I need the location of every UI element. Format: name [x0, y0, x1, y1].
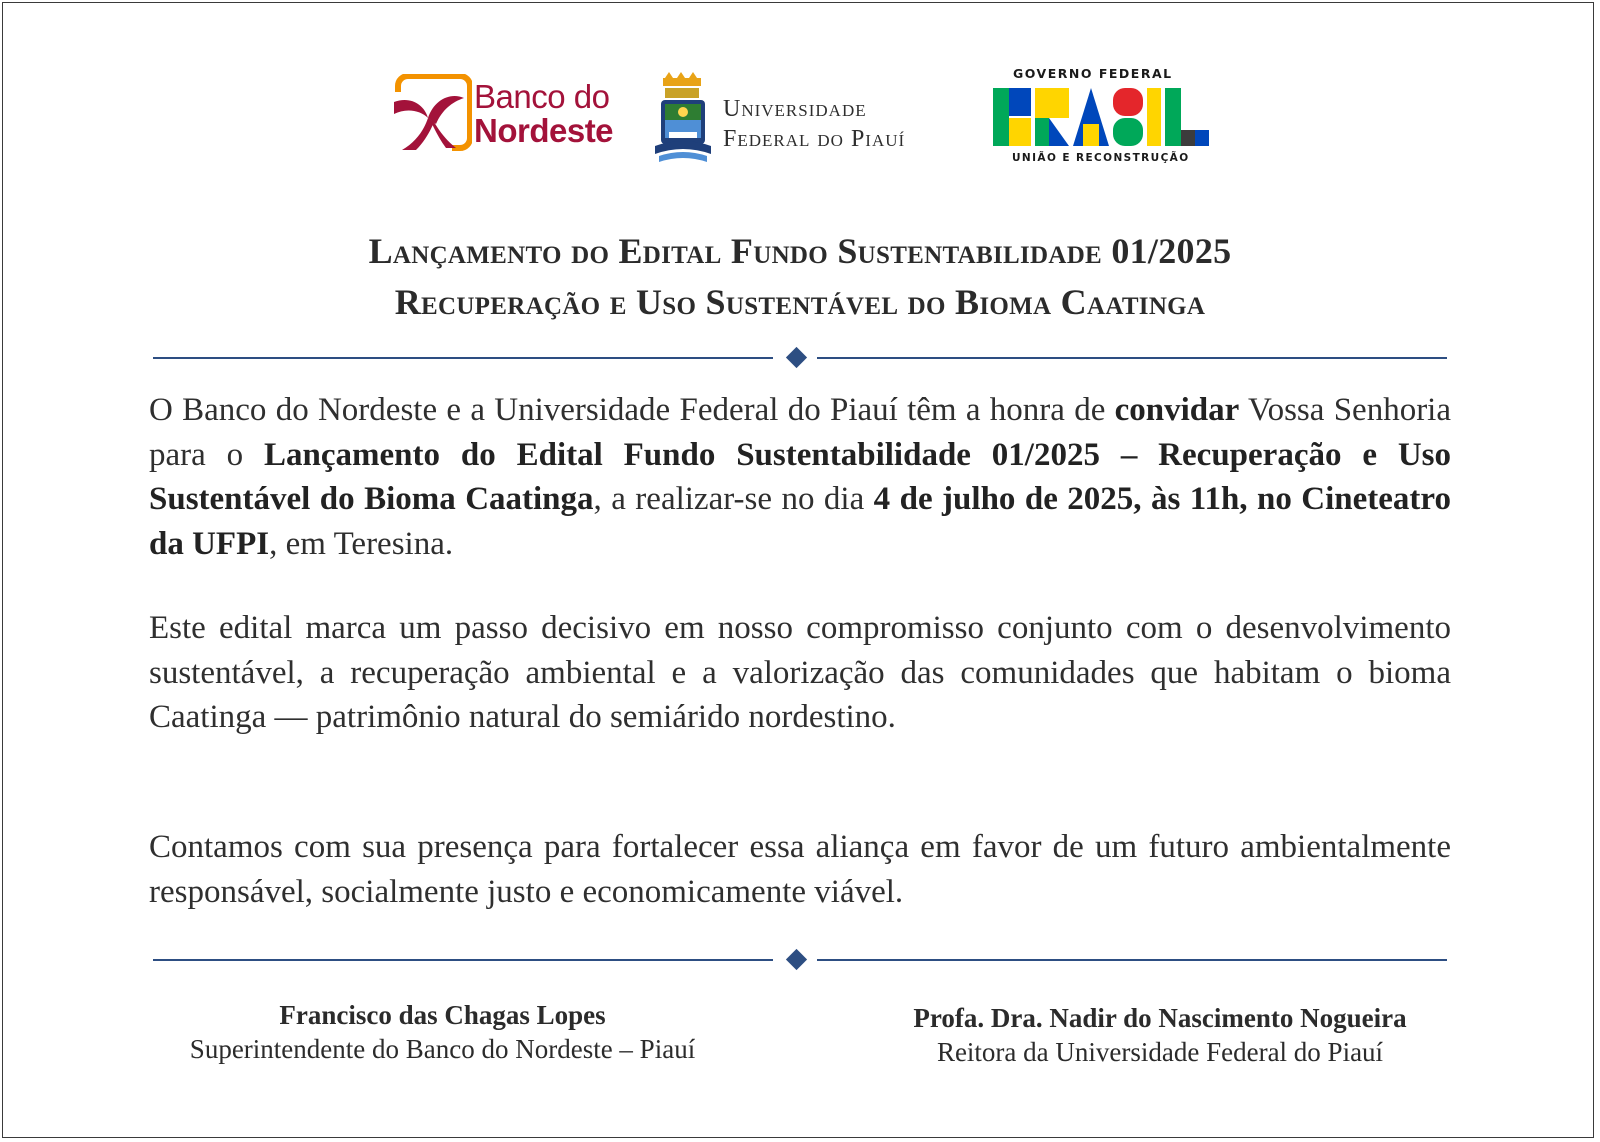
- signatory-role: Reitora da Universidade Federal do Piauí: [936, 1037, 1384, 1067]
- signatory-role: Superintendente do Banco do Nordeste – Piauí: [189, 1034, 696, 1064]
- title-line1: Lançamento do Edital Fundo Sustentabilidade 01/2025: [368, 231, 1232, 271]
- ufpi-logo-line2: Federal do Piauí: [723, 126, 906, 152]
- bnb-logo-line1: Banco do: [474, 78, 610, 115]
- closing-paragraph: Contamos com sua presença para fortalecer essa aliança em favor de um futuro ambientalmente responsável, socialmente justo e economicamente viável.: [149, 829, 1451, 910]
- governo-federal-logo: [993, 66, 1213, 166]
- title-line2: Recuperação e Uso Sustentável do Bioma Caatinga: [394, 282, 1206, 322]
- bnb-logo-line2: Nordeste: [474, 112, 614, 149]
- signatory-name: Profa. Dra. Nadir do Nascimento Nogueira: [913, 1003, 1407, 1033]
- signature-ufpi: [860, 1001, 1460, 1069]
- top-divider: [153, 348, 1447, 368]
- gov-logo-bottom: UNIÃO E RECONSTRUÇÃO: [1012, 152, 1190, 164]
- ufpi-logo: [655, 72, 955, 172]
- divider-diamond-icon: [786, 949, 807, 970]
- bnb-mark-icon: [390, 74, 472, 156]
- event-date-location: 4 de julho de 2025, às 11h, no Cineteatro da UFPI: [149, 481, 1451, 562]
- bottom-divider: [153, 950, 1447, 970]
- ufpi-logo-line1: Universidade: [723, 96, 867, 122]
- invite-verb: convidar: [1114, 392, 1240, 428]
- brasil-wordmark-icon: [993, 88, 1209, 146]
- event-name: Lançamento do Edital Fundo Sustentabilidade 01/2025 – Recuperação e Uso Sustentável do Bioma Caatinga: [149, 436, 1451, 517]
- gov-logo-top: GOVERNO FEDERAL: [1013, 66, 1173, 81]
- divider-diamond-icon: [786, 347, 807, 368]
- bnb-logo: [390, 74, 620, 162]
- logo-bar: [0, 64, 1600, 174]
- invitation-paragraph: O Banco do Nordeste e a Universidade Federal do Piauí têm a honra de convidar Vossa Senhoria para o Lançamento do Edital Fundo Sustentabilidade 01/2025 – Recuperação e Uso Sustentável do Bioma Caatinga, a realizar-se no dia 4 de julho de 2025, às 11h, no Cineteatro da UFPI, em Teresina.: [149, 392, 1451, 562]
- purpose-paragraph: Este edital marca um passo decisivo em nosso compromisso conjunto com o desenvolvimento sustentável, a recuperação ambiental e a valorização das comunidades que habitam o bioma Caatinga — patrimônio natural do semiárido nordestino.: [149, 610, 1451, 735]
- signature-bnb: [140, 998, 745, 1066]
- ufpi-crest-icon: [655, 72, 713, 164]
- signatory-name: Francisco das Chagas Lopes: [279, 1000, 606, 1030]
